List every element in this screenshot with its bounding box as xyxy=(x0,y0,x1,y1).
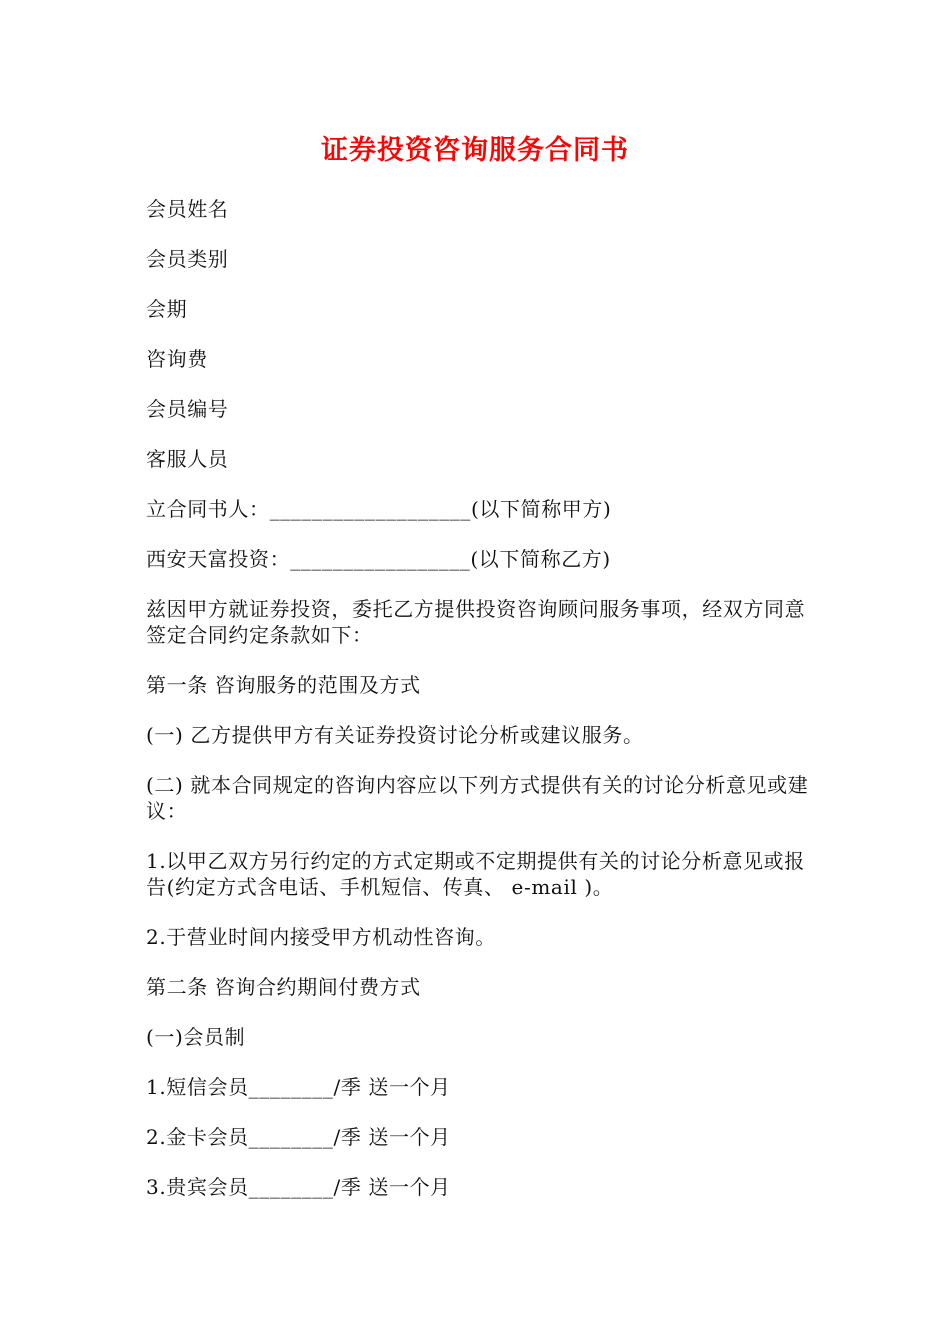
membership-heading: (一)会员制 xyxy=(146,1025,246,1049)
article-1-item-2: 2.于营业时间内接受甲方机动性咨询。 xyxy=(146,925,496,949)
field-member-number: 会员编号 xyxy=(146,397,229,421)
article-1-item-1: 1.以甲乙双方另行约定的方式定期或不定期提供有关的讨论分析意见或报告(约定方式含电话、手机短信、传真、 e-mail )。 xyxy=(146,849,805,899)
document-body xyxy=(146,196,810,1224)
field-term: 会期 xyxy=(146,297,188,321)
membership-sms: 1.短信会员________/季 送一个月 xyxy=(146,1075,451,1099)
article-1-clause-2: (二) 就本合同规定的咨询内容应以下列方式提供有关的讨论分析意见或建议： xyxy=(146,773,809,823)
membership-vip: 3.贵宾会员________/季 送一个月 xyxy=(146,1175,451,1199)
article-1-heading: 第一条 咨询服务的范围及方式 xyxy=(146,673,421,697)
party-b-line: 西安天富投资：_________________(以下简称乙方) xyxy=(146,547,611,571)
field-consulting-fee: 咨询费 xyxy=(146,347,208,371)
field-service-staff: 客服人员 xyxy=(146,447,229,471)
field-member-name: 会员姓名 xyxy=(146,197,229,221)
party-a-line: 立合同书人：___________________(以下简称甲方) xyxy=(146,497,612,521)
membership-gold: 2.金卡会员________/季 送一个月 xyxy=(146,1125,451,1149)
preamble-paragraph: 兹因甲方就证券投资，委托乙方提供投资咨询顾问服务事项，经双方同意签定合同约定条款如下： xyxy=(146,597,806,647)
document-title: 证券投资咨询服务合同书 xyxy=(321,135,629,166)
article-2-heading: 第二条 咨询合约期间付费方式 xyxy=(146,975,421,999)
article-1-clause-1: (一) 乙方提供甲方有关证券投资讨论分析或建议服务。 xyxy=(146,723,644,747)
field-member-category: 会员类别 xyxy=(146,247,229,271)
